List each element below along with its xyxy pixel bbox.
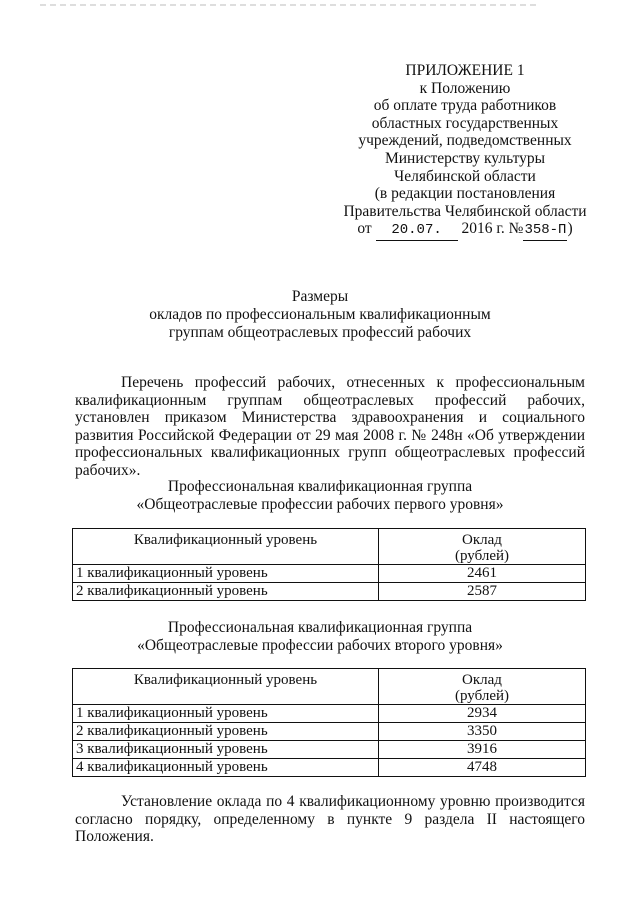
appendix-line: (в редакции постановления — [374, 185, 556, 203]
col-header-salary-line: Оклад — [462, 672, 502, 688]
salary-cell: 3350 — [379, 723, 586, 741]
number-field: 358-П — [523, 222, 567, 241]
appendix-line: об оплате труда работников — [373, 97, 557, 115]
col-header-level: Квалификационный уровень — [73, 529, 379, 565]
level-cell: 2 квалификационный уровень — [73, 723, 379, 741]
group-2-heading — [0, 619, 640, 655]
appendix-line: Челябинской области — [394, 167, 536, 185]
level-cell: 1 квалификационный уровень — [73, 565, 379, 583]
salary-cell: 3916 — [379, 741, 586, 759]
col-header-salary-unit: (рублей) — [454, 548, 510, 564]
level-cell: 4 квалификационный уровень — [73, 759, 379, 777]
salary-cell: 4748 — [379, 759, 586, 777]
appendix-title: ПРИЛОЖЕНИЕ 1 — [405, 62, 525, 79]
level-cell: 3 квалификационный уровень — [73, 741, 379, 759]
col-header-level: Квалификационный уровень — [73, 669, 379, 705]
table-row — [73, 741, 586, 759]
salary-cell: 2461 — [379, 565, 586, 583]
appendix-header — [320, 62, 610, 241]
title-line: окладов по профессиональным квалификационным — [149, 306, 491, 323]
table-header-row — [73, 529, 586, 565]
note-text: Установление оклада по 4 квалификационному уровню производится согласно порядку, определенному в пункте 9 раздела II настоящего Положения. — [75, 793, 585, 846]
table-row — [73, 705, 586, 723]
date-field: 20.07. — [376, 222, 458, 241]
salary-table-1 — [72, 528, 586, 601]
appendix-line: учреждений, подведомственных — [358, 132, 572, 150]
note-paragraph — [75, 793, 585, 846]
date-prefix: от — [357, 220, 372, 238]
salary-cell: 2934 — [379, 705, 586, 723]
salary-table-2 — [72, 668, 586, 777]
appendix-date-line — [320, 220, 610, 241]
group-heading-line: «Общеотраслевые профессии рабочих первого уровня» — [136, 496, 504, 513]
group-heading-line: Профессиональная квалификационная группа — [167, 619, 473, 636]
year-text: 2016 г. № — [461, 220, 524, 238]
title-line: группам общеотраслевых профессий рабочих — [168, 324, 472, 341]
appendix-line: Министерству культуры — [384, 149, 546, 167]
intro-text: Перечень профессий рабочих, отнесенных к профессиональным квалификационным группам общеотраслевых профессий рабочих, установлен приказом Министерства здравоохранения и социального развития Российской Федерации от 29 мая 2008 г. № 248н «Об утверждении профессиональных квалификационных групп общеотраслевых профессий рабочих». — [75, 374, 585, 479]
col-header-salary-line: Оклад — [462, 532, 502, 548]
level-cell: 2 квалификационный уровень — [73, 583, 379, 601]
table-row — [73, 583, 586, 601]
group-heading-line: Профессиональная квалификационная группа — [167, 478, 473, 495]
appendix-line: областных государственных — [371, 114, 559, 132]
table-row — [73, 723, 586, 741]
document-title — [0, 288, 640, 342]
title-line: Размеры — [291, 288, 349, 305]
group-1-heading — [0, 478, 640, 514]
intro-paragraph — [75, 374, 585, 480]
table-header-row — [73, 669, 586, 705]
col-header-salary-unit: (рублей) — [454, 688, 510, 704]
group-heading-line: «Общеотраслевые профессии рабочих второго уровня» — [137, 637, 503, 654]
table-row — [73, 759, 586, 777]
scan-artifact-line — [40, 4, 540, 6]
closing-paren: ) — [567, 220, 573, 238]
appendix-line: к Положению — [419, 79, 511, 97]
level-cell: 1 квалификационный уровень — [73, 705, 379, 723]
appendix-line: Правительства Челябинской области — [343, 202, 587, 220]
table-row — [73, 565, 586, 583]
col-header-salary — [379, 529, 586, 565]
salary-cell: 2587 — [379, 583, 586, 601]
col-header-salary — [379, 669, 586, 705]
